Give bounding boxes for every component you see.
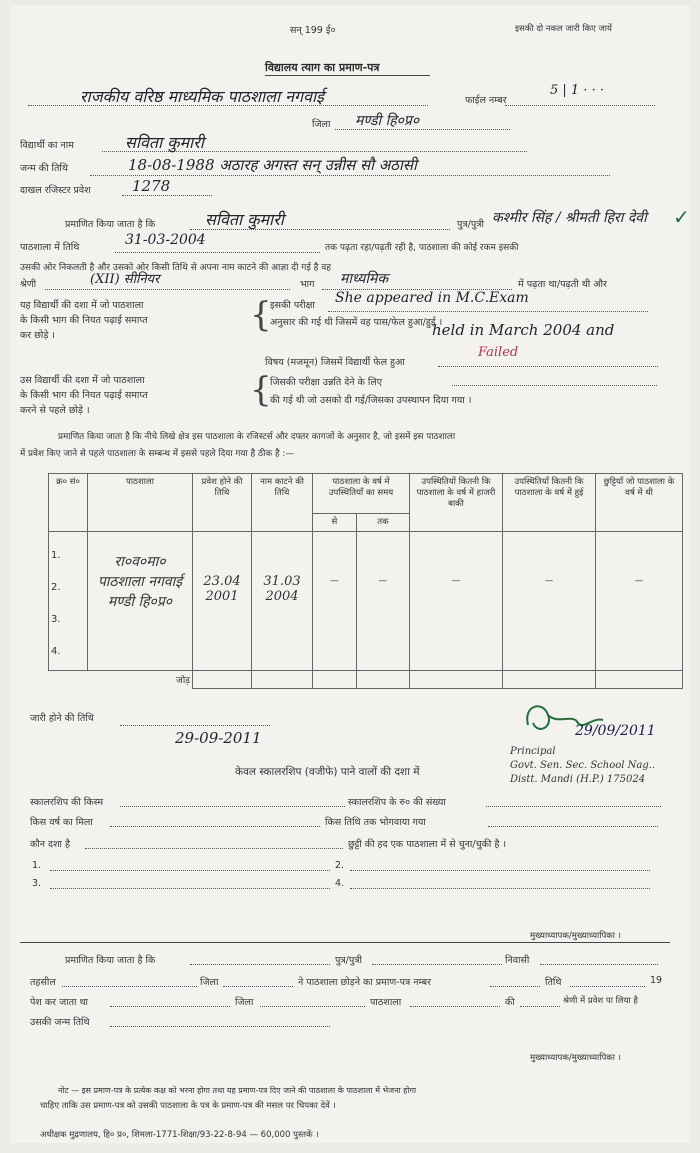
- district-label-3: जिला: [235, 997, 254, 1008]
- stamp-line-3: Distt. Mandi (H.P.) 175024: [510, 774, 646, 785]
- row-3-number: 3.: [51, 614, 61, 625]
- year-prefix: 19: [650, 975, 663, 986]
- leave-limit-note: छुट्टी की हद एक पाठशाला में से चुना/चुकी है ।: [348, 839, 507, 850]
- parent-name: कश्मीर सिंह / श्रीमती हिरा देवी: [492, 210, 647, 226]
- scholarship-till-label: किस तिथि तक भोगवाया गया: [325, 817, 426, 828]
- certify-2-line-1: प्रमाणित किया जाता है कि नीचे लिखे क्षेत्र इस पाठशाला के रजिस्टर्स और दफ्तर कागजों के अनुसार है, जो इसमें इस पाठशाला: [58, 432, 456, 442]
- certify-intro: प्रमाणित किया जाता है कि: [65, 219, 156, 230]
- title-underline: [265, 75, 430, 76]
- scholarship-amount-label: स्कालरशिप के रु० की संख्या: [348, 797, 446, 808]
- certify-line-3: उसकी ओर निकलती है और उसको ओर किसी तिथि से अपना नाम काटने की आज्ञा दी गई है वह: [20, 263, 332, 273]
- scholarship-year-line: [110, 826, 320, 827]
- brace-2: {: [250, 370, 272, 410]
- issue-date: 29-09-2011: [175, 729, 262, 747]
- issue-date-label: जारी होने की तिथि: [30, 713, 94, 724]
- note-line-1: नोट — इस प्रमाण-पत्र के प्रत्येक कक्ष को भरना होगा तथा यह प्रमाण-पत्र दिए जाने की पाठशाला के पाठशाला में भेजना होगा: [58, 1086, 417, 1095]
- certify-line-2: तक पढ़ता रहा/पढ़ती रही है, पाठशाला की कोई रकम इसकी: [325, 243, 519, 253]
- row-1-to: —: [356, 532, 409, 671]
- row-1-holidays: —: [596, 532, 683, 671]
- left-block-1-line-2: के किसी भाग की नियत पढ़ाई समाप्त: [20, 315, 148, 326]
- tehsil-label: तहसील: [30, 977, 56, 988]
- left-block-1-line-1: यह विद्यार्थी की दशा में जो पाठशाला: [20, 300, 144, 311]
- right-block-2-line-1: जिसकी परीक्षा उन्नति देने के लिए: [270, 377, 383, 388]
- tehsil-line: [62, 986, 197, 987]
- scholarship-year-label: किस वर्ष का मिला: [30, 817, 93, 828]
- school-name: राजकीय वरिष्ठ माध्यमिक पाठशाला नगवाई: [80, 87, 324, 106]
- file-label: फाईल नम्बर: [465, 95, 507, 106]
- leave-date: 31-03-2004: [125, 232, 206, 248]
- admitted-label: श्रेणी में प्रवेश पा लिया है: [563, 996, 638, 1006]
- scholarship-state-label: कौन दशा है: [30, 839, 71, 850]
- total-holidays: [596, 671, 683, 689]
- left-block-1-line-3: कर छोड़े ।: [20, 330, 56, 341]
- presented-line: [110, 1006, 230, 1007]
- right-block-1-line-2: अनुसार की गई थी जिसमें वह पास/फेल हुआ/हुई ।: [270, 317, 443, 328]
- left-block-2-line-2: के किसी भाग की नियत पढ़ाई समाप्त: [20, 390, 148, 401]
- certify-2-line-2: में प्रवेश किए जाने से पहले पाठशाला के सम्बन्ध में इससे पहले दिया गया है ठीक है :—: [20, 449, 295, 459]
- scholarship-line-2: [350, 870, 650, 871]
- scholarship-heading: केवल स्कालरशिप (वजीफे) पाने वालों की दशा में: [235, 766, 420, 778]
- total-to: [356, 671, 409, 689]
- scholarship-till-line: [488, 826, 658, 827]
- studied-label: में पढ़ता था/पढ़ती थी और: [518, 279, 607, 290]
- scholarship-state-line: [85, 848, 343, 849]
- exam-detail: She appeared in M.C.Exam: [335, 290, 529, 306]
- row-1-admit-date: 23.04 2001: [193, 532, 252, 671]
- col-attendance-period: पाठशाला के वर्ष में उपस्थितियाँ का समय: [313, 474, 410, 514]
- certify-3-name-line: [190, 964, 330, 965]
- serial-cell: [49, 532, 88, 671]
- exam-held: held in March 2004 and: [432, 321, 615, 339]
- school-date-label: पाठशाला में तिथि: [20, 242, 80, 253]
- school-history-table: [48, 473, 683, 689]
- total-due: [410, 671, 503, 689]
- leaving-certificate: [10, 5, 690, 1143]
- scholarship-num-4: 4.: [335, 878, 345, 889]
- section-divider: [20, 942, 670, 943]
- class-value: (XII) सीनियर: [90, 272, 160, 287]
- dob-label: जन्म की तिथि: [20, 163, 68, 174]
- stamp-line-2: Govt. Sen. Sec. School Nag..: [510, 760, 656, 771]
- col-school: पाठशाला: [88, 474, 193, 532]
- col-leave-date: नाम काटने की तिथि: [252, 474, 313, 532]
- certificate-date-label: तिथि: [545, 977, 562, 988]
- class-label: श्रेणी: [20, 279, 37, 290]
- son-daughter-label: पुत्र/पुत्री: [457, 219, 484, 230]
- col-attendance-due: उपस्थितियों कितनी कि पाठशाला के वर्ष में हाजरी बाकी: [410, 474, 503, 532]
- exam-line: [328, 311, 648, 312]
- register-number: 1278: [132, 177, 171, 195]
- scholarship-type-label: स्कालरशिप की किस्म: [30, 797, 104, 808]
- certify-3-son-label: पुत्र/पुत्री: [335, 955, 362, 966]
- scholarship-line-1: [50, 870, 330, 871]
- note-line-2: चाहिए ताकि उस प्रमाण-पत्र को उसकी पाठशाला के पत्र के प्रमाण-पत्र की मसल पर चिपका देवें ।: [40, 1101, 336, 1111]
- col-to: तक: [356, 514, 409, 532]
- col-serial: क्र० सं०: [49, 474, 88, 532]
- of-label: की: [505, 997, 515, 1008]
- district-line-3: [260, 1006, 365, 1007]
- certify-3-resident-line: [540, 964, 658, 965]
- school-line-3: [410, 1006, 500, 1007]
- signature-date: 29/09/2011: [575, 723, 656, 739]
- school-label-3: पाठशाला: [370, 997, 402, 1008]
- dob-line-3: [110, 1026, 330, 1027]
- row-1-due: —: [410, 532, 503, 671]
- headmaster-sign-1: मुख्याध्यापक/मुख्याध्यापिका ।: [530, 931, 621, 941]
- subject-line: [438, 366, 658, 367]
- district-name: मण्डी हि०प्र०: [355, 113, 420, 129]
- register-label: दाखल रजिस्टर प्रवेश: [20, 185, 91, 196]
- copies-note: इसकी दो नकल जारी किए जायें: [515, 24, 612, 34]
- scholarship-num-1: 1.: [32, 860, 42, 871]
- file-number: 5 | 1 · · ·: [550, 83, 604, 98]
- section-value: माध्यमिक: [340, 271, 389, 287]
- stamp-line-1: Principal: [510, 746, 556, 757]
- certify-3-parent-line: [372, 964, 502, 965]
- printer-footer: अधीक्षक मुद्रणालय, हि० प्र०, शिमला-1771-शिक्षा/93-22-8-94 — 60,000 पुस्तकें ।: [40, 1130, 319, 1140]
- check-mark-icon: ✓: [673, 205, 690, 229]
- dob-label-3: उसकी जन्म तिथि: [30, 1017, 90, 1028]
- class-line-3: [520, 1006, 560, 1007]
- row-1-from: —: [313, 532, 357, 671]
- class-line: [45, 289, 290, 290]
- certificate-date-line: [570, 986, 645, 987]
- scholarship-num-2: 2.: [335, 860, 345, 871]
- form-year: सन् 199 ई०: [290, 25, 336, 36]
- brace-1: {: [250, 295, 272, 335]
- scholarship-amount-line: [486, 806, 661, 807]
- scholarship-line-3: [50, 888, 330, 889]
- presented-label: पेश कर जाता था: [30, 997, 89, 1008]
- district-label: जिला: [312, 119, 331, 130]
- page-title: विद्यालय त्याग का प्रमाण-पत्र: [265, 61, 380, 74]
- student-name: सविता कुमारी: [125, 133, 204, 152]
- certify-3-intro: प्रमाणित किया जाता है कि: [65, 955, 156, 966]
- register-line: [122, 195, 212, 196]
- right-block-2-line-2: की गई थी जो उसको दी गई/जिसका उपस्थापन दिया गया ।: [270, 395, 472, 406]
- file-line: [505, 105, 655, 106]
- scholarship-type-line: [120, 806, 345, 807]
- dob-value: 18-08-1988 अठारह अगस्त सन् उन्नीस सौ अठासी: [128, 156, 417, 174]
- section-label: भाग: [300, 279, 315, 290]
- left-block-2-line-3: करने से पहले छोड़े ।: [20, 405, 90, 416]
- col-attendance-done: उपस्थितियाँ कितनी कि पाठशाला के वर्ष में हुई: [503, 474, 596, 532]
- principal-stamp: [510, 745, 655, 787]
- student-name-label: विद्यार्थी का नाम: [20, 140, 74, 151]
- row-1-done: —: [503, 532, 596, 671]
- certificate-number-label: ने पाठशाला छोड़ने का प्रमाण-पत्र नम्बर: [298, 977, 431, 988]
- left-block-2-line-1: उस विद्यार्थी की दशा में जो पाठशाला: [20, 375, 145, 386]
- row-1-number: 1.: [51, 550, 61, 561]
- col-from: से: [313, 514, 357, 532]
- row-4-number: 4.: [51, 646, 61, 657]
- exam-result: Failed: [478, 345, 519, 360]
- leave-date-line: [115, 252, 320, 253]
- headmaster-sign-2: मुख्याध्यापक/मुख्याध्यापिका ।: [530, 1053, 621, 1063]
- scholarship-num-3: 3.: [32, 878, 42, 889]
- district-line-2: [223, 986, 293, 987]
- dob-line: [90, 175, 610, 176]
- certificate-number-line: [490, 986, 540, 987]
- right-block-1-label: इसकी परीक्षा: [270, 300, 315, 311]
- row-1-school: रा०व०मा० पाठशाला नगवाई मण्डी हि०प्र०: [88, 532, 193, 671]
- total-spacer: [49, 671, 88, 689]
- certify-3-resident-label: निवासी: [505, 955, 530, 966]
- row-2-number: 2.: [51, 582, 61, 593]
- promotion-line: [452, 385, 657, 386]
- col-holidays: छुट्टियाँ जो पाठशाला के वर्ष में थी: [596, 474, 683, 532]
- total-label: जोड़: [176, 676, 190, 686]
- subject-label: विषय (मजमून) जिसमें विद्यार्थी फेल हुआ: [265, 357, 405, 368]
- col-admit-date: प्रवेश होने की तिथि: [193, 474, 252, 532]
- total-done: [503, 671, 596, 689]
- scholarship-line-4: [350, 888, 650, 889]
- total-leave: [252, 671, 313, 689]
- certify-name-line: [190, 229, 450, 230]
- issue-date-line: [120, 725, 270, 726]
- certify-name: सविता कुमारी: [205, 210, 284, 229]
- total-admit: [193, 671, 252, 689]
- total-from: [313, 671, 357, 689]
- row-1-leave-date: 31.03 2004: [252, 532, 313, 671]
- district-label-2: जिला: [200, 977, 219, 988]
